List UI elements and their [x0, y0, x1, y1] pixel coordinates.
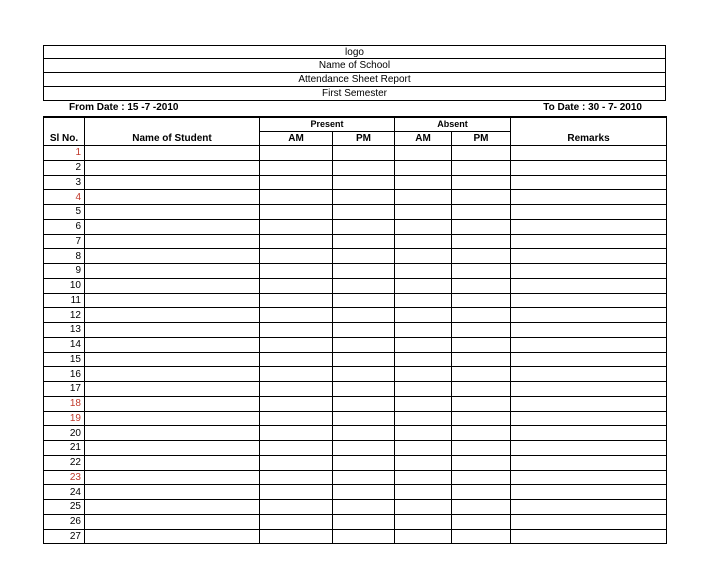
absent-pm-cell[interactable]	[452, 500, 511, 515]
absent-pm-cell[interactable]	[452, 264, 511, 279]
present-pm-cell[interactable]	[333, 470, 395, 485]
sl-no-cell: 10	[44, 278, 85, 293]
present-pm-cell[interactable]	[333, 426, 395, 441]
student-name-cell[interactable]	[85, 382, 260, 397]
absent-am-cell[interactable]	[395, 249, 452, 264]
remarks-cell[interactable]	[511, 352, 667, 367]
sl-no-cell: 1	[44, 146, 85, 161]
absent-pm-cell[interactable]	[452, 278, 511, 293]
sl-no-cell: 7	[44, 234, 85, 249]
remarks-cell[interactable]	[511, 175, 667, 190]
present-am-cell[interactable]	[260, 352, 333, 367]
table-row	[44, 455, 667, 470]
present-pm-cell[interactable]	[333, 219, 395, 234]
sl-no-cell: 12	[44, 308, 85, 323]
present-pm-cell[interactable]	[333, 441, 395, 456]
absent-am-cell[interactable]	[395, 146, 452, 161]
table-row	[44, 396, 667, 411]
student-name-cell[interactable]	[85, 367, 260, 382]
present-pm-cell[interactable]	[333, 396, 395, 411]
present-pm-cell[interactable]	[333, 308, 395, 323]
student-name-cell[interactable]	[85, 205, 260, 220]
present-am-cell[interactable]	[260, 441, 333, 456]
student-name-cell[interactable]	[85, 337, 260, 352]
absent-am-cell[interactable]	[395, 500, 452, 515]
table-row	[44, 146, 667, 161]
sl-no-cell: 13	[44, 323, 85, 338]
student-name-cell[interactable]	[85, 352, 260, 367]
table-row	[44, 293, 667, 308]
table-row	[44, 219, 667, 234]
absent-pm-cell[interactable]	[452, 455, 511, 470]
present-am-cell[interactable]	[260, 485, 333, 500]
table-row	[44, 337, 667, 352]
table-row	[44, 352, 667, 367]
student-name-cell[interactable]	[85, 426, 260, 441]
table-row	[44, 411, 667, 426]
table-row	[44, 160, 667, 175]
student-name-cell[interactable]	[85, 411, 260, 426]
absent-am-cell[interactable]	[395, 278, 452, 293]
remarks-cell[interactable]	[511, 337, 667, 352]
present-pm-cell[interactable]	[333, 160, 395, 175]
absent-am-cell[interactable]	[395, 514, 452, 529]
sl-no-cell: 19	[44, 411, 85, 426]
student-name-cell[interactable]	[85, 146, 260, 161]
absent-pm-cell[interactable]	[452, 308, 511, 323]
remarks-cell[interactable]	[511, 264, 667, 279]
present-am-cell[interactable]	[260, 455, 333, 470]
present-pm-cell[interactable]	[333, 249, 395, 264]
absent-am-cell[interactable]	[395, 455, 452, 470]
present-pm-cell[interactable]	[333, 500, 395, 515]
student-name-cell[interactable]	[85, 219, 260, 234]
present-am-cell[interactable]	[260, 264, 333, 279]
absent-am-cell[interactable]	[395, 485, 452, 500]
absent-pm-cell[interactable]	[452, 396, 511, 411]
remarks-cell[interactable]	[511, 500, 667, 515]
table-row	[44, 426, 667, 441]
absent-pm-cell[interactable]	[452, 249, 511, 264]
present-pm-cell[interactable]	[333, 190, 395, 205]
table-row	[44, 529, 667, 544]
table-row	[44, 278, 667, 293]
present-am-cell[interactable]	[260, 293, 333, 308]
absent-pm-cell[interactable]	[452, 234, 511, 249]
sl-no-cell: 2	[44, 160, 85, 175]
present-am-cell[interactable]	[260, 308, 333, 323]
remarks-cell[interactable]	[511, 190, 667, 205]
absent-pm-cell[interactable]	[452, 514, 511, 529]
semester-label: First Semester	[43, 87, 666, 101]
absent-am-cell[interactable]	[395, 337, 452, 352]
table-row	[44, 308, 667, 323]
student-name-cell[interactable]	[85, 455, 260, 470]
present-am-cell[interactable]	[260, 146, 333, 161]
absent-am-cell[interactable]	[395, 367, 452, 382]
table-row	[44, 190, 667, 205]
sl-no-cell: 16	[44, 367, 85, 382]
student-name-cell[interactable]	[85, 323, 260, 338]
sl-no-cell: 9	[44, 264, 85, 279]
date-range	[43, 101, 666, 116]
absent-pm-cell[interactable]	[452, 205, 511, 220]
student-name-cell[interactable]	[85, 396, 260, 411]
present-am-cell[interactable]	[260, 411, 333, 426]
absent-pm-cell[interactable]	[452, 485, 511, 500]
absent-pm-cell[interactable]	[452, 160, 511, 175]
present-am-cell[interactable]	[260, 337, 333, 352]
absent-am-cell[interactable]	[395, 529, 452, 544]
student-name-cell[interactable]	[85, 529, 260, 544]
table-row	[44, 175, 667, 190]
present-am-cell[interactable]	[260, 500, 333, 515]
student-name-cell[interactable]	[85, 160, 260, 175]
absent-pm-cell[interactable]	[452, 529, 511, 544]
absent-pm-cell[interactable]	[452, 146, 511, 161]
student-name-cell[interactable]	[85, 441, 260, 456]
absent-am-cell[interactable]	[395, 205, 452, 220]
student-name-cell[interactable]	[85, 485, 260, 500]
present-pm-cell[interactable]	[333, 529, 395, 544]
remarks-cell[interactable]	[511, 426, 667, 441]
sl-no-cell: 4	[44, 190, 85, 205]
remarks-cell[interactable]	[511, 367, 667, 382]
sl-no-cell: 24	[44, 485, 85, 500]
student-name-cell[interactable]	[85, 500, 260, 515]
present-am-cell[interactable]	[260, 278, 333, 293]
sl-no-cell: 18	[44, 396, 85, 411]
table-row	[44, 514, 667, 529]
present-am-cell[interactable]	[260, 382, 333, 397]
sl-no-cell: 17	[44, 382, 85, 397]
absent-am-cell[interactable]	[395, 190, 452, 205]
present-am-cell[interactable]	[260, 205, 333, 220]
table-row	[44, 264, 667, 279]
absent-pm-cell[interactable]	[452, 352, 511, 367]
absent-am-cell[interactable]	[395, 160, 452, 175]
sl-no-cell: 22	[44, 455, 85, 470]
present-am-cell[interactable]	[260, 396, 333, 411]
table-row	[44, 323, 667, 338]
absent-pm-cell[interactable]	[452, 175, 511, 190]
attendance-rows	[44, 146, 667, 544]
logo-placeholder: logo	[43, 45, 666, 59]
absent-pm-cell[interactable]	[452, 367, 511, 382]
absent-pm-header: PM	[452, 132, 511, 146]
present-pm-cell[interactable]	[333, 205, 395, 220]
present-pm-cell[interactable]	[333, 234, 395, 249]
remarks-cell[interactable]	[511, 219, 667, 234]
school-name: Name of School	[43, 59, 666, 73]
student-name-cell[interactable]	[85, 249, 260, 264]
table-row	[44, 205, 667, 220]
to-date: To Date : 30 - 7- 2010	[543, 102, 642, 113]
absent-pm-cell[interactable]	[452, 426, 511, 441]
table-row	[44, 249, 667, 264]
present-pm-header: PM	[333, 132, 395, 146]
present-pm-cell[interactable]	[333, 411, 395, 426]
remarks-cell[interactable]	[511, 160, 667, 175]
remarks-cell[interactable]	[511, 146, 667, 161]
present-am-cell[interactable]	[260, 249, 333, 264]
student-name-cell[interactable]	[85, 308, 260, 323]
present-am-header: AM	[260, 132, 333, 146]
remarks-cell[interactable]	[511, 441, 667, 456]
present-pm-cell[interactable]	[333, 382, 395, 397]
remarks-cell[interactable]	[511, 485, 667, 500]
present-am-cell[interactable]	[260, 426, 333, 441]
present-pm-cell[interactable]	[333, 352, 395, 367]
remarks-cell[interactable]	[511, 411, 667, 426]
absent-am-cell[interactable]	[395, 234, 452, 249]
absent-am-cell[interactable]	[395, 219, 452, 234]
sl-no-cell: 8	[44, 249, 85, 264]
absent-header: Absent	[395, 117, 511, 132]
present-pm-cell[interactable]	[333, 146, 395, 161]
absent-am-cell[interactable]	[395, 470, 452, 485]
absent-pm-cell[interactable]	[452, 470, 511, 485]
present-pm-cell[interactable]	[333, 293, 395, 308]
table-row	[44, 500, 667, 515]
student-name-cell[interactable]	[85, 293, 260, 308]
student-name-cell[interactable]	[85, 514, 260, 529]
absent-pm-cell[interactable]	[452, 293, 511, 308]
absent-am-cell[interactable]	[395, 441, 452, 456]
student-name-header: Name of Student	[85, 117, 260, 146]
table-row	[44, 485, 667, 500]
absent-am-cell[interactable]	[395, 293, 452, 308]
sl-no-cell: 20	[44, 426, 85, 441]
table-row	[44, 367, 667, 382]
attendance-sheet	[43, 45, 666, 544]
student-name-cell[interactable]	[85, 278, 260, 293]
remarks-cell[interactable]	[511, 293, 667, 308]
present-am-cell[interactable]	[260, 514, 333, 529]
absent-pm-cell[interactable]	[452, 190, 511, 205]
attendance-table	[43, 116, 667, 544]
absent-pm-cell[interactable]	[452, 382, 511, 397]
present-pm-cell[interactable]	[333, 175, 395, 190]
absent-pm-cell[interactable]	[452, 323, 511, 338]
present-am-cell[interactable]	[260, 470, 333, 485]
remarks-header: Remarks	[511, 117, 667, 146]
student-name-cell[interactable]	[85, 234, 260, 249]
present-pm-cell[interactable]	[333, 323, 395, 338]
sl-no-cell: 6	[44, 219, 85, 234]
present-am-cell[interactable]	[260, 529, 333, 544]
absent-am-cell[interactable]	[395, 426, 452, 441]
remarks-cell[interactable]	[511, 470, 667, 485]
remarks-cell[interactable]	[511, 382, 667, 397]
present-header: Present	[260, 117, 395, 132]
remarks-cell[interactable]	[511, 455, 667, 470]
remarks-cell[interactable]	[511, 249, 667, 264]
sl-no-header: Sl No.	[44, 117, 85, 146]
present-am-cell[interactable]	[260, 234, 333, 249]
present-pm-cell[interactable]	[333, 514, 395, 529]
table-row	[44, 470, 667, 485]
student-name-cell[interactable]	[85, 175, 260, 190]
present-am-cell[interactable]	[260, 323, 333, 338]
absent-am-cell[interactable]	[395, 308, 452, 323]
absent-am-cell[interactable]	[395, 323, 452, 338]
student-name-cell[interactable]	[85, 264, 260, 279]
student-name-cell[interactable]	[85, 190, 260, 205]
sl-no-cell: 15	[44, 352, 85, 367]
absent-pm-cell[interactable]	[452, 441, 511, 456]
sl-no-cell: 21	[44, 441, 85, 456]
absent-am-cell[interactable]	[395, 352, 452, 367]
present-am-cell[interactable]	[260, 367, 333, 382]
remarks-cell[interactable]	[511, 234, 667, 249]
table-row	[44, 234, 667, 249]
absent-am-cell[interactable]	[395, 264, 452, 279]
absent-am-header: AM	[395, 132, 452, 146]
sl-no-cell: 25	[44, 500, 85, 515]
report-title: Attendance Sheet Report	[43, 73, 666, 87]
present-am-cell[interactable]	[260, 219, 333, 234]
present-pm-cell[interactable]	[333, 367, 395, 382]
absent-am-cell[interactable]	[395, 175, 452, 190]
present-pm-cell[interactable]	[333, 264, 395, 279]
table-row	[44, 441, 667, 456]
present-pm-cell[interactable]	[333, 337, 395, 352]
present-pm-cell[interactable]	[333, 455, 395, 470]
absent-pm-cell[interactable]	[452, 219, 511, 234]
absent-pm-cell[interactable]	[452, 337, 511, 352]
sl-no-cell: 3	[44, 175, 85, 190]
remarks-cell[interactable]	[511, 278, 667, 293]
sl-no-cell: 27	[44, 529, 85, 544]
sl-no-cell: 5	[44, 205, 85, 220]
absent-pm-cell[interactable]	[452, 411, 511, 426]
present-am-cell[interactable]	[260, 160, 333, 175]
present-pm-cell[interactable]	[333, 278, 395, 293]
remarks-cell[interactable]	[511, 514, 667, 529]
remarks-cell[interactable]	[511, 205, 667, 220]
present-pm-cell[interactable]	[333, 485, 395, 500]
sl-no-cell: 23	[44, 470, 85, 485]
sl-no-cell: 14	[44, 337, 85, 352]
absent-am-cell[interactable]	[395, 382, 452, 397]
table-row	[44, 382, 667, 397]
remarks-cell[interactable]	[511, 308, 667, 323]
student-name-cell[interactable]	[85, 470, 260, 485]
remarks-cell[interactable]	[511, 396, 667, 411]
present-am-cell[interactable]	[260, 175, 333, 190]
remarks-cell[interactable]	[511, 323, 667, 338]
remarks-cell[interactable]	[511, 529, 667, 544]
absent-am-cell[interactable]	[395, 396, 452, 411]
present-am-cell[interactable]	[260, 190, 333, 205]
sl-no-cell: 26	[44, 514, 85, 529]
from-date: From Date : 15 -7 -2010	[69, 102, 179, 113]
sl-no-cell: 11	[44, 293, 85, 308]
absent-am-cell[interactable]	[395, 411, 452, 426]
